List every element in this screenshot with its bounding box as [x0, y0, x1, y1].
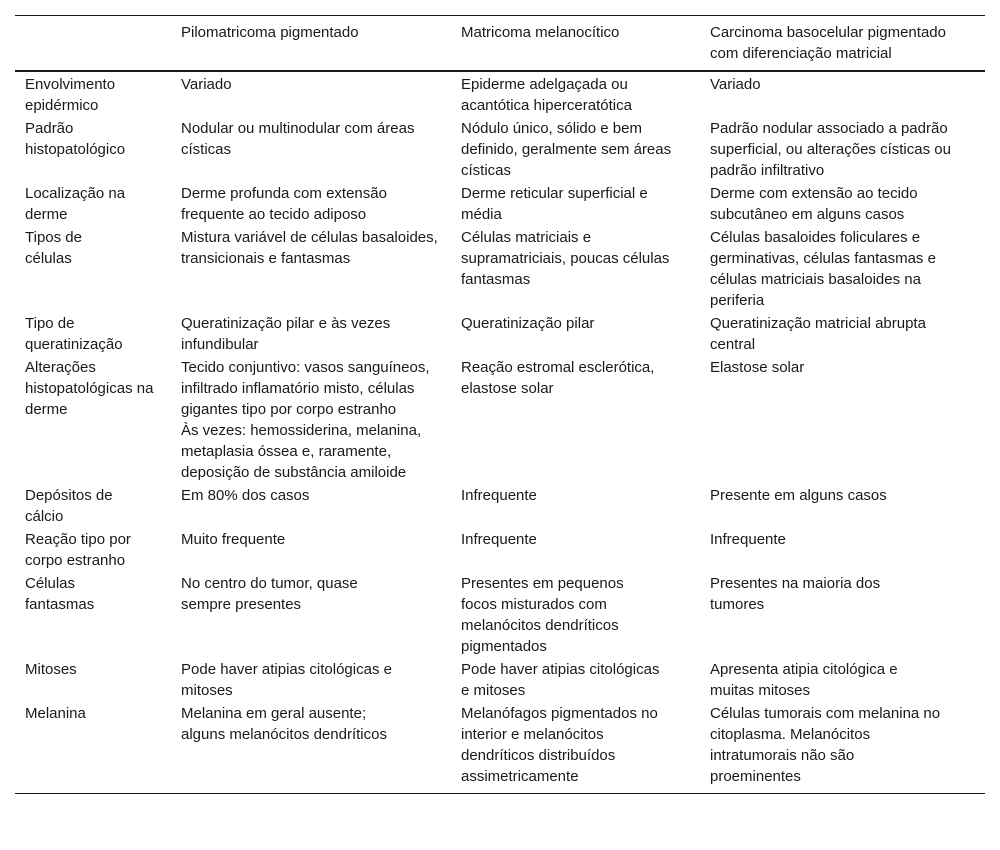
row-label: Alterações histopatológicas na derme	[25, 359, 154, 418]
table-row	[15, 71, 985, 117]
row-label: Envolvimento epidérmico	[25, 76, 116, 114]
table-row	[15, 702, 985, 794]
header-carcinoma: Carcinoma basocelular pigmentado com diferenciação matricial	[710, 24, 946, 62]
cell-matricoma: Pode haver atipias citológicas e mitoses	[461, 661, 660, 699]
cell-carcinoma: Infrequente	[710, 531, 786, 548]
header-matricoma: Matricoma melanocítico	[461, 24, 620, 41]
cell-matricoma: Melanófagos pigmentados no interior e melanócitos dendríticos distribuídos assimetricamente	[461, 705, 658, 785]
cell-pilomatricoma: Nodular ou multinodular com áreas císticas	[181, 120, 415, 158]
cell-carcinoma: Queratinização matricial abrupta central	[710, 315, 926, 353]
cell-carcinoma: Derme com extensão ao tecido subcutâneo em alguns casos	[710, 185, 918, 223]
cell-matricoma: Células matriciais e supramatriciais, poucas células fantasmas	[461, 229, 670, 288]
cell-carcinoma: Elastose solar	[710, 359, 805, 376]
table-header	[15, 16, 985, 72]
table-row	[15, 484, 985, 528]
row-label: Células fantasmas	[25, 575, 95, 613]
cell-pilomatricoma: Variado	[181, 76, 232, 93]
cell-matricoma: Infrequente	[461, 531, 537, 548]
table-row	[15, 658, 985, 702]
cell-carcinoma: Padrão nodular associado a padrão superficial, ou alterações císticas ou padrão infiltrativo	[710, 120, 951, 179]
table-row	[15, 117, 985, 182]
row-label: Depósitos de cálcio	[25, 487, 113, 525]
table-row	[15, 528, 985, 572]
cell-pilomatricoma	[171, 356, 451, 484]
table-row	[15, 182, 985, 226]
table-row	[15, 356, 985, 484]
cell-carcinoma: Células tumorais com melanina no citoplasma. Melanócitos intratumorais não são proeminentes	[710, 705, 941, 785]
cell-pilomatricoma: Queratinização pilar e às vezes infundibular	[181, 315, 391, 353]
table-row	[15, 312, 985, 356]
header-row	[15, 16, 985, 72]
cell-matricoma: Derme reticular superficial e média	[461, 185, 648, 223]
row-label: Localização na derme	[25, 185, 126, 223]
cell-matricoma: Presentes em pequenos focos misturados com melanócitos dendríticos pigmentados	[461, 575, 624, 655]
cell-matricoma: Reação estromal esclerótica, elastose solar	[461, 359, 655, 397]
cell-carcinoma: Presentes na maioria dos tumores	[710, 575, 881, 613]
header-feature	[15, 16, 171, 72]
cell-pilomatricoma: Mistura variável de células basaloides, transicionais e fantasmas	[181, 229, 438, 267]
cell-carcinoma: Apresenta atipia citológica e muitas mitoses	[710, 661, 898, 699]
table-body	[15, 71, 985, 794]
cell-matricoma: Epiderme adelgaçada ou acantótica hiperceratótica	[461, 76, 632, 114]
comparison-table	[15, 15, 985, 794]
comparison-table-container	[15, 15, 985, 794]
cell-carcinoma: Presente em alguns casos	[710, 487, 887, 504]
cell-pilomatricoma: Em 80% dos casos	[181, 487, 310, 504]
row-label: Tipo de queratinização	[25, 315, 123, 353]
table-row	[15, 226, 985, 312]
cell-carcinoma: Células basaloides foliculares e germinativas, células fantasmas e células matriciais basaloides na periferia	[710, 229, 936, 309]
row-label: Padrão histopatológico	[25, 120, 126, 158]
row-label: Melanina	[25, 705, 86, 722]
cell-pilomatricoma: Muito frequente	[181, 531, 286, 548]
cell-matricoma: Nódulo único, sólido e bem definido, geralmente sem áreas císticas	[461, 120, 672, 179]
cell-pilomatricoma: Melanina em geral ausente; alguns melanócitos dendríticos	[181, 705, 387, 743]
cell-carcinoma: Variado	[710, 76, 761, 93]
cell-pilomatricoma: Derme profunda com extensão frequente ao tecido adiposo	[181, 185, 387, 223]
cell-matricoma: Infrequente	[461, 487, 537, 504]
table-row	[15, 572, 985, 658]
row-label: Reação tipo por corpo estranho	[25, 531, 131, 569]
row-label: Mitoses	[25, 661, 77, 678]
cell-pilomatricoma-part: Às vezes: hemossiderina, melanina, metaplasia óssea e, raramente, deposição de substância amiloide	[181, 422, 422, 481]
header-pilomatricoma: Pilomatricoma pigmentado	[181, 24, 359, 41]
cell-pilomatricoma: Pode haver atipias citológicas e mitoses	[181, 661, 392, 699]
row-label: Tipos de células	[25, 229, 82, 267]
cell-pilomatricoma-part: Tecido conjuntivo: vasos sanguíneos, infiltrado inflamatório misto, células gigantes tipo por corpo estranho	[181, 359, 430, 418]
cell-matricoma: Queratinização pilar	[461, 315, 595, 332]
cell-pilomatricoma: No centro do tumor, quase sempre presentes	[181, 575, 358, 613]
